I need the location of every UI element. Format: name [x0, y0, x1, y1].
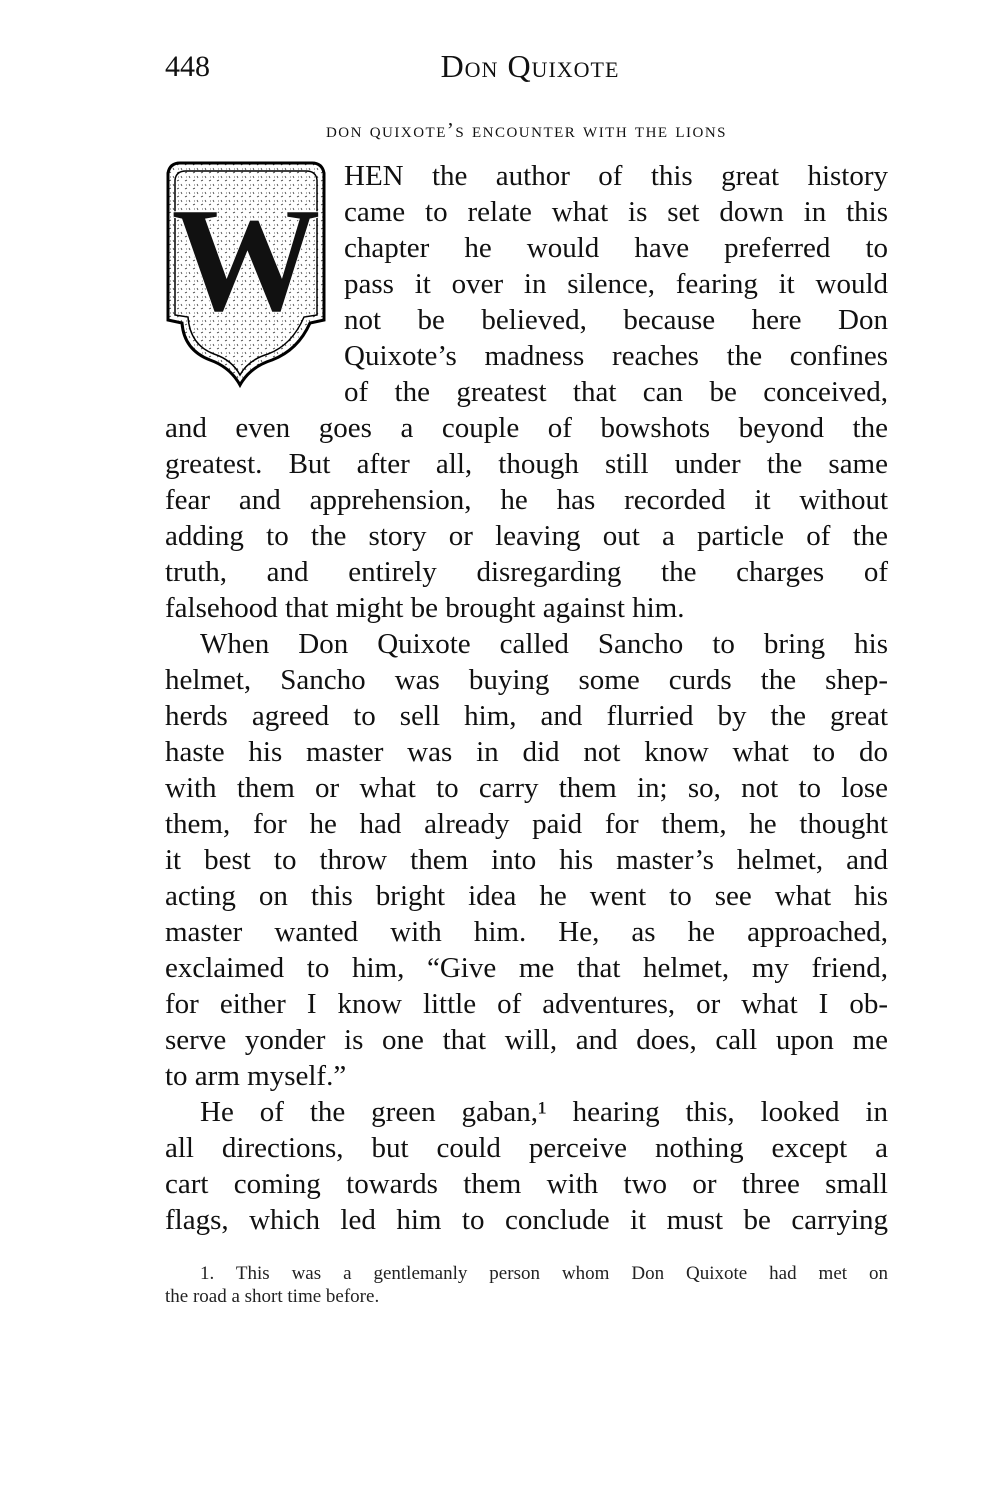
text-line: serve yonder is one that will, and does, call upon me	[165, 1024, 888, 1056]
text-line: fear and apprehension, he has recorded it without	[165, 484, 888, 516]
text-line: truth, and entirely disregarding the charges of	[165, 556, 888, 588]
text-line: came to relate what is set down in this	[344, 196, 888, 228]
drop-cap-ornament	[160, 155, 332, 390]
running-title: Don Quixote	[440, 48, 620, 84]
footnote-line: the road a short time before.	[165, 1286, 380, 1307]
text-line: He of the green gaban,¹ hearing this, looked in	[200, 1096, 888, 1128]
page-number: 448	[165, 50, 210, 83]
text-line: it best to throw them into his master’s helmet, and	[165, 844, 888, 876]
text-line: falsehood that might be brought against him.	[165, 592, 685, 624]
text-line: them, for he had already paid for them, he thought	[165, 808, 888, 840]
text-line: helmet, Sancho was buying some curds the shep-	[165, 664, 888, 696]
footnote-line: 1. This was a gentlemanly person whom Don Quixote had met on	[200, 1263, 888, 1284]
text-line: chapter he would have preferred to	[344, 232, 888, 264]
text-line: flags, which led him to conclude it must be carrying	[165, 1204, 888, 1236]
text-line: When Don Quixote called Sancho to bring his	[200, 628, 888, 660]
drop-cap-letter: W	[171, 177, 321, 343]
text-line: herds agreed to sell him, and flurried by the great	[165, 700, 888, 732]
text-line: Quixote’s madness reaches the confines	[344, 340, 888, 372]
text-line: acting on this bright idea he went to see what his	[165, 880, 888, 912]
text-line: greatest. But after all, though still under the same	[165, 448, 888, 480]
text-line: all directions, but could perceive nothing except a	[165, 1132, 888, 1164]
text-line: master wanted with him. He, as he approached,	[165, 916, 888, 948]
text-line: of the greatest that can be conceived,	[344, 376, 888, 408]
text-line: cart coming towards them with two or three small	[165, 1168, 888, 1200]
text-line: haste his master was in did not know what to do	[165, 736, 888, 768]
text-line: pass it over in silence, fearing it would	[344, 268, 888, 300]
text-line: exclaimed to him, “Give me that helmet, my friend,	[165, 952, 888, 984]
text-line: HEN the author of this great history	[344, 160, 888, 192]
text-line: for either I know little of adventures, or what I ob-	[165, 988, 888, 1020]
text-line: and even goes a couple of bowshots beyond the	[165, 412, 888, 444]
text-line: to arm myself.”	[165, 1060, 347, 1092]
text-line: not be believed, because here Don	[344, 304, 888, 336]
text-line: with them or what to carry them in; so, not to lose	[165, 772, 888, 804]
chapter-title: don quixote’s encounter with the lions	[325, 118, 728, 142]
text-line: adding to the story or leaving out a particle of the	[165, 520, 888, 552]
